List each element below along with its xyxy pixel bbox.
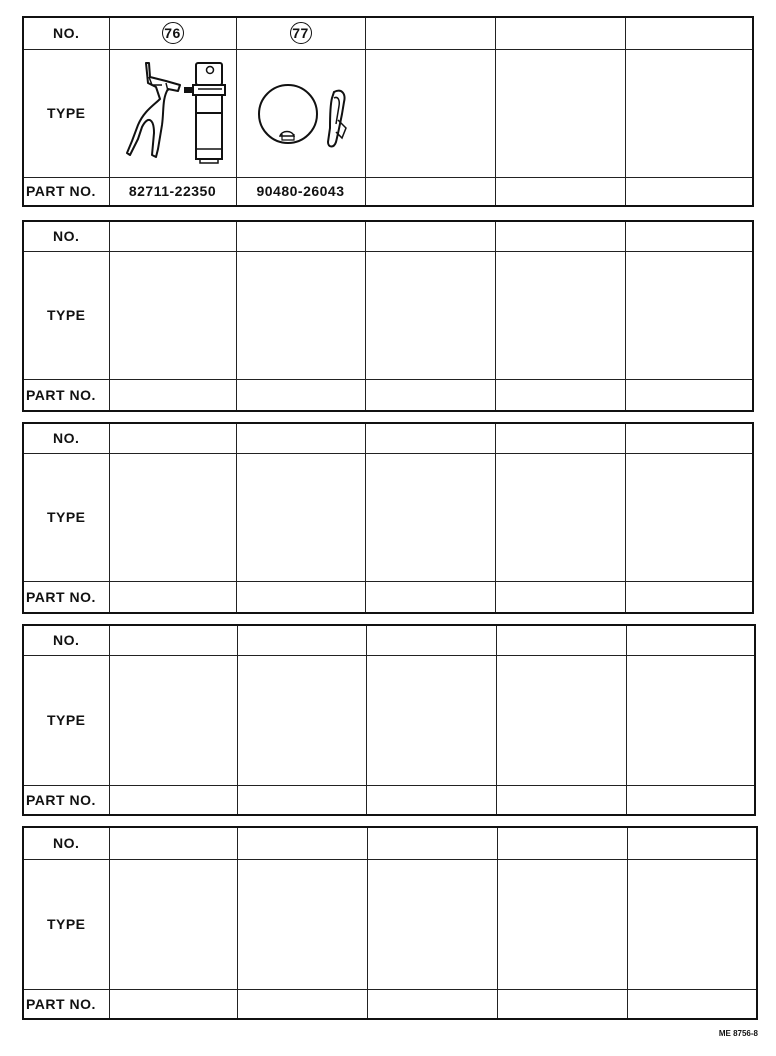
empty-cell — [495, 17, 625, 49]
empty-cell — [365, 453, 495, 581]
parts-block-3 — [22, 422, 754, 614]
type-label: TYPE — [23, 859, 109, 989]
parts-block-5 — [22, 826, 758, 1020]
empty-cell — [109, 827, 237, 859]
empty-cell — [366, 655, 496, 785]
empty-cell — [109, 423, 236, 453]
empty-cell — [625, 17, 753, 49]
type-label: TYPE — [23, 49, 109, 177]
empty-cell — [625, 251, 753, 379]
empty-cell — [367, 989, 497, 1019]
item-number-cell — [109, 17, 236, 49]
empty-cell — [109, 625, 237, 655]
no-label: NO. — [23, 423, 109, 453]
empty-cell — [497, 859, 627, 989]
empty-cell — [365, 17, 495, 49]
empty-cell — [236, 581, 365, 613]
empty-cell — [365, 379, 495, 411]
empty-cell — [367, 827, 497, 859]
part-no-label: PART NO. — [23, 177, 109, 206]
empty-cell — [109, 859, 237, 989]
type-label: TYPE — [23, 251, 109, 379]
empty-cell — [495, 251, 625, 379]
type-illustration-cell — [236, 49, 365, 177]
empty-cell — [495, 177, 625, 206]
empty-cell — [236, 221, 365, 251]
empty-cell — [237, 655, 366, 785]
no-label: NO. — [23, 221, 109, 251]
parts-block-2 — [22, 220, 754, 412]
item-number-cell — [236, 17, 365, 49]
empty-cell — [365, 423, 495, 453]
empty-cell — [367, 859, 497, 989]
empty-cell — [237, 785, 366, 815]
empty-cell — [236, 251, 365, 379]
empty-cell — [495, 423, 625, 453]
figure-code: ME 8756-8 — [718, 1029, 758, 1038]
part-no-label: PART NO. — [23, 785, 109, 815]
type-illustration-cell — [109, 49, 236, 177]
item-number: 76 — [162, 22, 184, 44]
empty-cell — [365, 581, 495, 613]
empty-cell — [109, 655, 237, 785]
part-no-label: PART NO. — [23, 581, 109, 613]
empty-cell — [366, 625, 496, 655]
empty-cell — [237, 859, 367, 989]
empty-cell — [366, 785, 496, 815]
type-label: TYPE — [23, 453, 109, 581]
empty-cell — [109, 785, 237, 815]
empty-cell — [625, 177, 753, 206]
empty-cell — [109, 453, 236, 581]
empty-cell — [365, 221, 495, 251]
empty-cell — [236, 453, 365, 581]
type-label: TYPE — [23, 655, 109, 785]
empty-cell — [236, 423, 365, 453]
part-number: 82711-22350 — [109, 177, 236, 206]
empty-cell — [365, 177, 495, 206]
empty-cell — [237, 827, 367, 859]
wire-clip-bracket-icon — [118, 55, 228, 171]
empty-cell — [627, 859, 757, 989]
round-grommet-icon — [242, 58, 360, 168]
empty-cell — [495, 49, 625, 177]
no-label: NO. — [23, 827, 109, 859]
part-no-label: PART NO. — [23, 989, 109, 1019]
empty-cell — [627, 827, 757, 859]
empty-cell — [625, 379, 753, 411]
empty-cell — [497, 827, 627, 859]
empty-cell — [627, 989, 757, 1019]
empty-cell — [626, 625, 755, 655]
empty-cell — [365, 49, 495, 177]
empty-cell — [626, 785, 755, 815]
empty-cell — [495, 379, 625, 411]
part-no-label: PART NO. — [23, 379, 109, 411]
empty-cell — [497, 989, 627, 1019]
parts-block-1 — [22, 16, 754, 207]
empty-cell — [496, 655, 626, 785]
no-label: NO. — [23, 625, 109, 655]
empty-cell — [495, 221, 625, 251]
empty-cell — [496, 625, 626, 655]
empty-cell — [109, 251, 236, 379]
empty-cell — [626, 655, 755, 785]
empty-cell — [495, 581, 625, 613]
empty-cell — [495, 453, 625, 581]
empty-cell — [625, 423, 753, 453]
item-number: 77 — [290, 22, 312, 44]
empty-cell — [625, 221, 753, 251]
empty-cell — [109, 989, 237, 1019]
empty-cell — [109, 581, 236, 613]
empty-cell — [237, 989, 367, 1019]
empty-cell — [237, 625, 366, 655]
no-label: NO. — [23, 17, 109, 49]
empty-cell — [109, 221, 236, 251]
empty-cell — [109, 379, 236, 411]
empty-cell — [496, 785, 626, 815]
empty-cell — [625, 453, 753, 581]
empty-cell — [625, 581, 753, 613]
parts-block-4 — [22, 624, 756, 816]
empty-cell — [236, 379, 365, 411]
empty-cell — [365, 251, 495, 379]
part-number: 90480-26043 — [236, 177, 365, 206]
empty-cell — [625, 49, 753, 177]
